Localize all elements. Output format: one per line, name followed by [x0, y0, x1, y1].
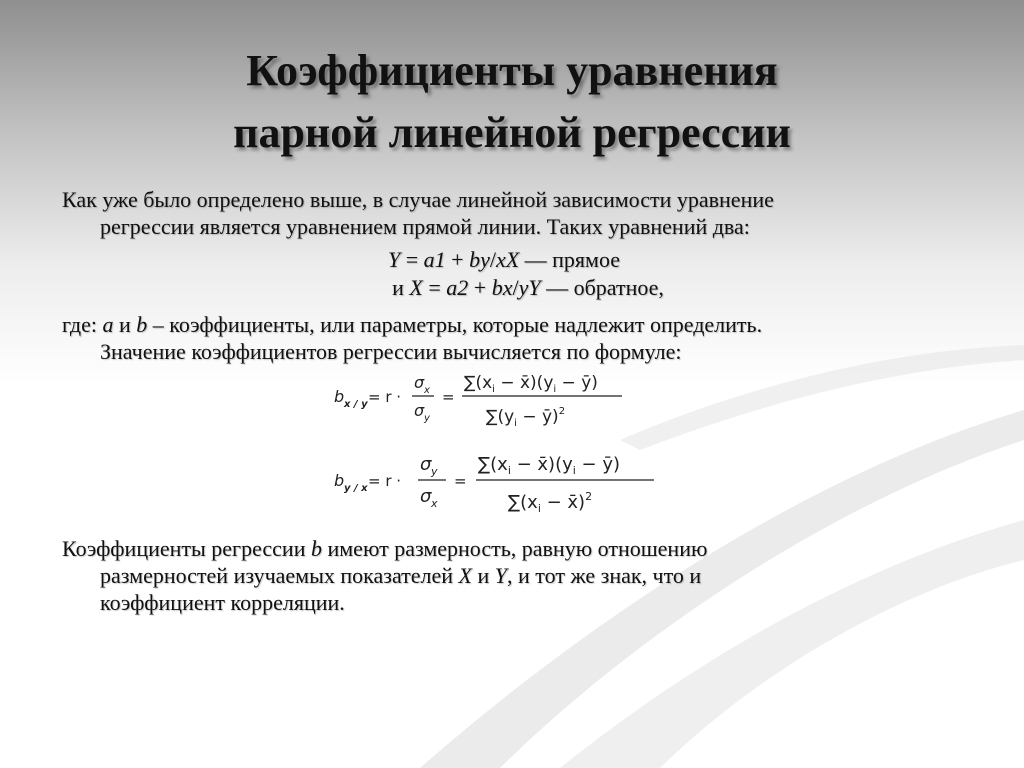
- formula-b-y-x: [330, 446, 660, 522]
- f1-denom-1: ∑(y: [486, 407, 515, 427]
- f2-sigma-top-sub: y: [431, 465, 438, 478]
- inverse-equation: [16, 274, 1024, 301]
- concl-b: b: [310, 536, 322, 561]
- where-line-2: Значение коэффициентов регрессии вычисляется по формуле:: [100, 339, 682, 364]
- eq2-equals: =: [422, 275, 447, 300]
- where-line-1: [62, 311, 962, 338]
- f1-numer-i: i: [492, 384, 495, 395]
- f2-sigma-bot: σ: [420, 486, 432, 507]
- f2-denom-1: ∑(x: [508, 492, 538, 513]
- eq2-lhs: X: [409, 275, 423, 300]
- where-paragraph: [62, 311, 962, 365]
- f2-denom-end: − x̄): [540, 492, 586, 513]
- slide-title: [0, 40, 1024, 164]
- f1-sigma-bot-sub: y: [424, 413, 430, 424]
- title-line-2: парной линейной регрессии: [233, 108, 791, 157]
- f2-equals: =: [454, 472, 467, 490]
- intro-paragraph: [62, 186, 962, 240]
- concl-line2-pre: размерностей изучаемых показателей: [100, 563, 459, 588]
- f1-denom-end: − ȳ): [516, 407, 559, 427]
- f1-denominator: [486, 406, 565, 429]
- conclusion-line-2: [62, 562, 962, 589]
- f1-sigma-bot: σ: [414, 401, 425, 420]
- eq2-y: yY: [518, 275, 541, 300]
- where-and: и: [113, 312, 137, 337]
- f2-denominator: [508, 490, 592, 515]
- where-rest: – коэффициенты, или параметры, которые надлежит определить.: [147, 312, 763, 337]
- f2-sigma-top: σ: [420, 454, 432, 475]
- f1-numer-1: ∑(x: [464, 373, 493, 393]
- where-prefix: где:: [62, 312, 103, 337]
- f1-numer-end: − ȳ): [556, 373, 598, 393]
- f2-sigma-bot-sub: x: [431, 497, 438, 510]
- conclusion-line-1: [62, 535, 962, 562]
- f1-denom-sq: 2: [558, 406, 566, 417]
- eq2-label: — обратное,: [540, 275, 664, 300]
- concl-line1-post: имеют размерность, равную отношению: [321, 536, 708, 561]
- eq2-a: a2: [446, 275, 469, 300]
- eq2-b: bx: [491, 275, 513, 300]
- formula-b-x-y: [330, 364, 630, 444]
- f2-numer-mid: − x̄)(y: [510, 454, 573, 475]
- f2-numer-i2: i: [572, 464, 576, 477]
- eq2-and: и: [392, 275, 410, 300]
- f2-eq-r: = r ·: [368, 472, 402, 490]
- eq1-x: xX: [495, 247, 520, 272]
- eq1-label: — прямое: [519, 247, 621, 272]
- conclusion-line-3: коэффициент корреляции.: [100, 590, 345, 615]
- f1-sub: x / y: [344, 399, 368, 410]
- where-b: b: [136, 312, 148, 337]
- where-a: a: [102, 312, 114, 337]
- f2-numer-1: ∑(x: [478, 454, 508, 475]
- concl-line1-pre: Коэффициенты регрессии: [62, 536, 311, 561]
- f2-numer-end: − ȳ): [575, 454, 621, 475]
- eq2-slash: /: [512, 275, 519, 300]
- f1-sigma-top: σ: [414, 373, 425, 392]
- concl-x: X: [458, 563, 472, 588]
- title-line-1: Коэффициенты уравнения: [246, 46, 778, 95]
- direct-equation: [0, 246, 1016, 273]
- f2-numer-i: i: [507, 464, 511, 477]
- intro-line-2: регрессии является уравнением прямой линии. Таких уравнений два:: [100, 214, 750, 239]
- concl-line2-post: , и тот же знак, что и: [507, 563, 702, 588]
- intro-line-1: Как уже было определено выше, в случае линейной зависимости уравнение: [62, 187, 774, 212]
- f1-sigma-top-sub: x: [424, 385, 430, 396]
- f2-sub: y / x: [344, 483, 368, 494]
- f1-numerator: [464, 373, 598, 395]
- f2-b: b: [334, 471, 345, 490]
- f1-denom-i: i: [514, 418, 517, 429]
- eq1-equals: =: [400, 247, 424, 272]
- eq1-plus: +: [445, 247, 470, 272]
- f2-numerator: [478, 454, 620, 477]
- eq1-lhs: Y: [387, 247, 401, 272]
- concl-y: Y: [494, 563, 508, 588]
- conclusion-paragraph: [62, 535, 962, 616]
- eq2-plus: +: [468, 275, 492, 300]
- f2-denom-sq: 2: [585, 490, 593, 503]
- f1-equals: =: [442, 388, 455, 406]
- f1-eq-r: = r ·: [368, 388, 402, 406]
- f1-numer-i2: i: [553, 384, 557, 395]
- f1-b: b: [334, 387, 345, 406]
- eq1-b: by: [469, 247, 490, 272]
- eq1-slash: /: [489, 247, 496, 272]
- eq1-a: a1: [423, 247, 446, 272]
- f1-numer-mid: − x̄)(y: [494, 373, 554, 393]
- f2-denom-i: i: [537, 502, 541, 515]
- concl-and: и: [472, 563, 495, 588]
